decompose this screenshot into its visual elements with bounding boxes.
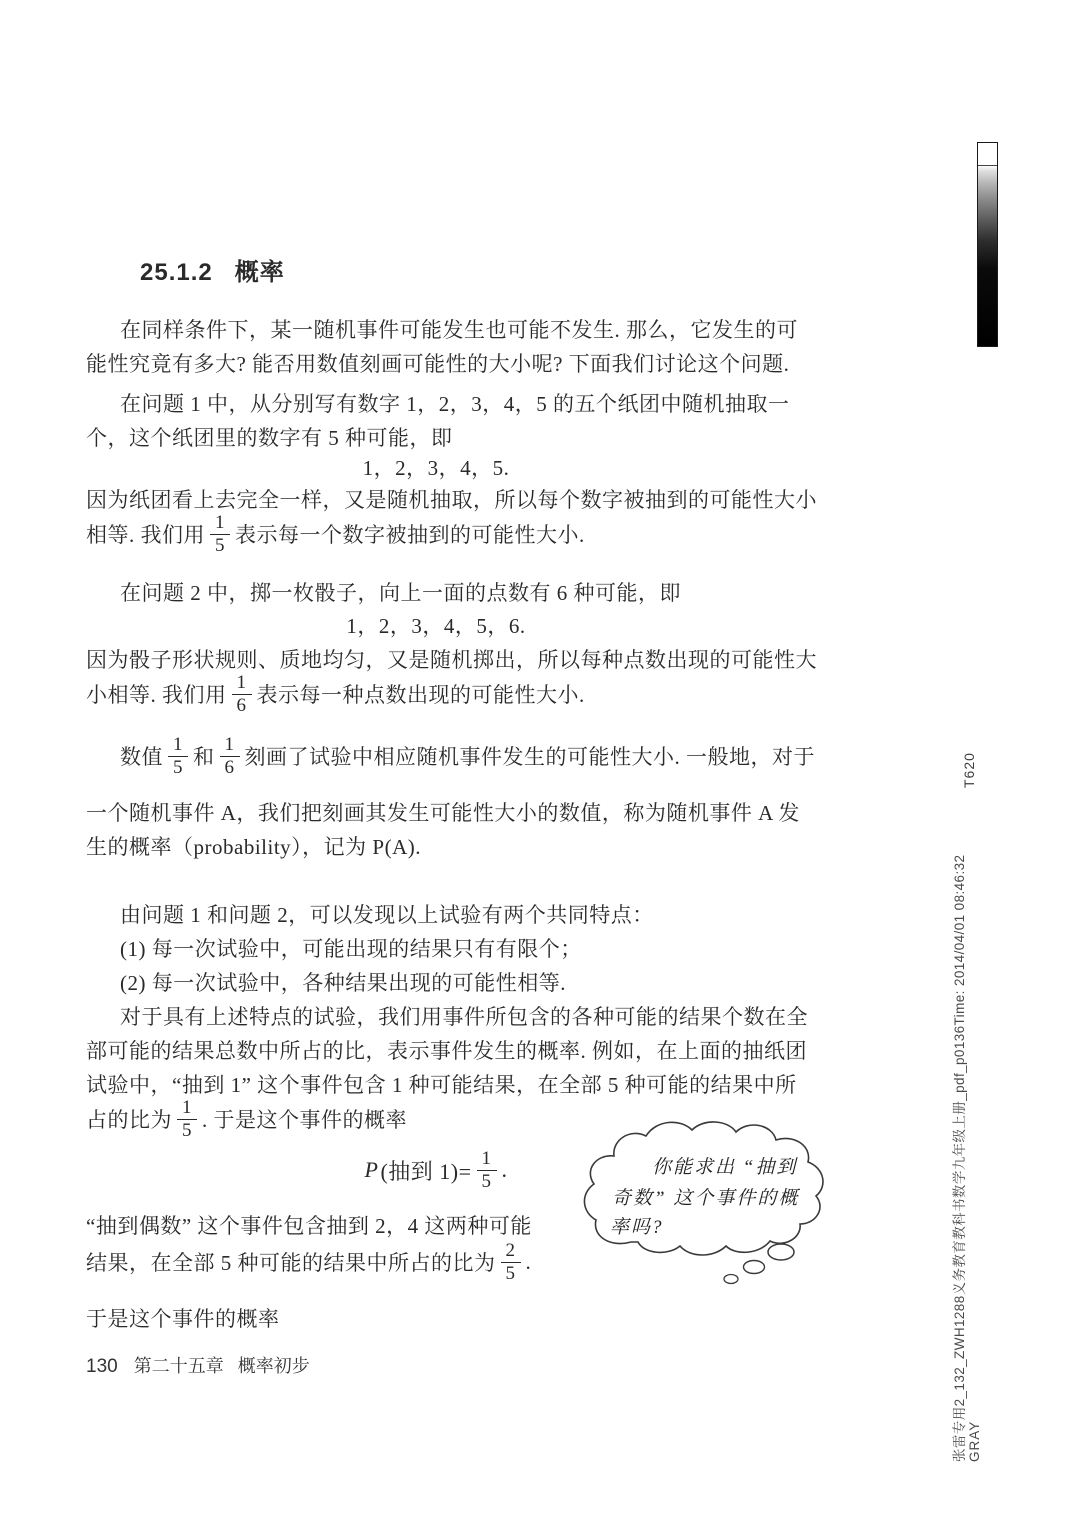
fraction-one-sixth: $\frac{1}{6}$ [232, 672, 252, 717]
fraction-one-fifth: $\frac{1}{5}$ [477, 1148, 497, 1193]
even-event-line-2 [86, 1240, 531, 1285]
features-line-1: 由问题 1 和问题 2，可以发现以上试验有两个共同特点： [120, 903, 654, 927]
formula-arguments: (抽到 1)= [380, 1158, 472, 1184]
thought-bubble-trail-small [724, 1275, 738, 1284]
problem1-line-4-pre: 相等. 我们用 [86, 523, 205, 548]
even-event-line-1: “抽到偶数” 这个事件包含抽到 2，4 这两种可能 [86, 1214, 532, 1238]
example-line-2: 部可能的结果总数中所占的比，表示事件发生的概率. 例如，在上面的抽纸团 [86, 1039, 807, 1063]
page-footer [86, 1352, 310, 1378]
problem2-line-3 [86, 672, 585, 717]
definition-line-1-mid: 和 [193, 745, 215, 770]
fraction-one-fifth: $\frac{1}{5}$ [210, 512, 230, 557]
problem1-outcome-list: 1，2，3，4，5. [362, 456, 510, 480]
example-line-4-pre: 占的比为 [86, 1108, 172, 1133]
section-number: 25.1.2 [140, 259, 213, 286]
even-event-line-2-pre: 结果，在全部 5 种可能的结果中所占的比为 [86, 1251, 496, 1276]
definition-line-1-post: 刻画了试验中相应随机事件发生的可能性大小. 一般地，对于 [244, 745, 815, 770]
example-line-1: 对于具有上述特点的试验，我们用事件所包含的各种可能的结果个数在全 [120, 1005, 808, 1029]
example-line-4 [86, 1097, 407, 1142]
problem2-outcome-list: 1，2，3，4，5，6. [346, 614, 526, 638]
fraction-one-sixth: $\frac{1}{6}$ [220, 734, 240, 779]
even-event-line-2-end: . [525, 1249, 532, 1274]
even-event-line-3: 于是这个事件的概率 [86, 1307, 280, 1331]
problem1-line-2: 个，这个纸团里的数字有 5 种可能，即 [86, 426, 453, 450]
features-item-1: (1) 每一次试验中，可能出现的结果只有有限个； [120, 937, 582, 961]
fraction-one-fifth: $\frac{1}{5}$ [168, 734, 188, 779]
scan-calibration-white-box [978, 143, 997, 166]
intro-line-2: 能性究竟有多大? 能否用数值刻画可能性的大小呢? 下面我们讨论这个问题. [86, 352, 790, 376]
problem1-line-4-post: 表示每一个数字被抽到的可能性大小. [235, 523, 585, 548]
scan-calibration-bar [977, 142, 998, 347]
thought-bubble-trail-medium [744, 1261, 765, 1274]
example-line-3: 试验中，“抽到 1” 这个事件包含 1 种可能结果，在全部 5 种可能的结果中所 [86, 1073, 797, 1097]
margin-gray-label: GRAY [967, 1420, 982, 1462]
problem1-line-4 [86, 512, 585, 557]
section-heading [140, 252, 285, 287]
bubble-text-line-2: 奇数” 这个事件的概 [612, 1188, 800, 1209]
fraction-one-fifth: $\frac{1}{5}$ [177, 1097, 197, 1142]
margin-code: T620 [961, 752, 977, 788]
fraction-two-fifths: $\frac{2}{5}$ [501, 1240, 521, 1285]
page-number: 130 [86, 1356, 118, 1377]
formula-period: . [501, 1157, 508, 1183]
chapter-title: 概率初步 [237, 1356, 310, 1376]
definition-line-2: 一个随机事件 A，我们把刻画其发生可能性大小的数值，称为随机事件 A 发 [86, 801, 800, 825]
margin-watermark: 张雷专用2_132_ZWH1288义务教育教科书数学九年级上册_pdf_p0136Time: 2014/04/01 08:46:32 [952, 854, 967, 1462]
formula-P-symbol: P [364, 1157, 379, 1183]
problem2-line-3-pre: 小相等. 我们用 [86, 683, 227, 708]
definition-line-1 [120, 734, 815, 779]
intro-line-1: 在同样条件下，某一随机事件可能发生也可能不发生. 那么，它发生的可 [120, 318, 798, 342]
problem2-line-3-post: 表示每一种点数出现的可能性大小. [256, 683, 585, 708]
definition-line-3: 生的概率（probability），记为 P(A). [86, 835, 421, 859]
problem1-line-1: 在问题 1 中，从分别写有数字 1，2，3，4，5 的五个纸团中随机抽取一 [120, 392, 790, 416]
features-item-2: (2) 每一次试验中，各种结果出现的可能性相等. [120, 971, 566, 995]
chapter-label: 第二十五章 [133, 1356, 224, 1376]
example-line-4-post: . 于是这个事件的概率 [202, 1108, 407, 1133]
definition-line-1-pre: 数值 [120, 745, 163, 770]
bubble-text-line-1: 你能求出 “抽到 [652, 1157, 798, 1178]
section-title: 概率 [234, 259, 285, 286]
problem2-line-2: 因为骰子形状规则、质地均匀，又是随机掷出，所以每种点数出现的可能性大 [86, 648, 817, 672]
problem1-line-3: 因为纸团看上去完全一样，又是随机抽取，所以每个数字被抽到的可能性大小 [86, 488, 817, 512]
thought-bubble-trail-large [768, 1244, 794, 1260]
problem2-line-1: 在问题 2 中，掷一枚骰子，向上一面的点数有 6 种可能，即 [120, 581, 681, 605]
bubble-text-line-3: 率吗? [610, 1217, 664, 1238]
